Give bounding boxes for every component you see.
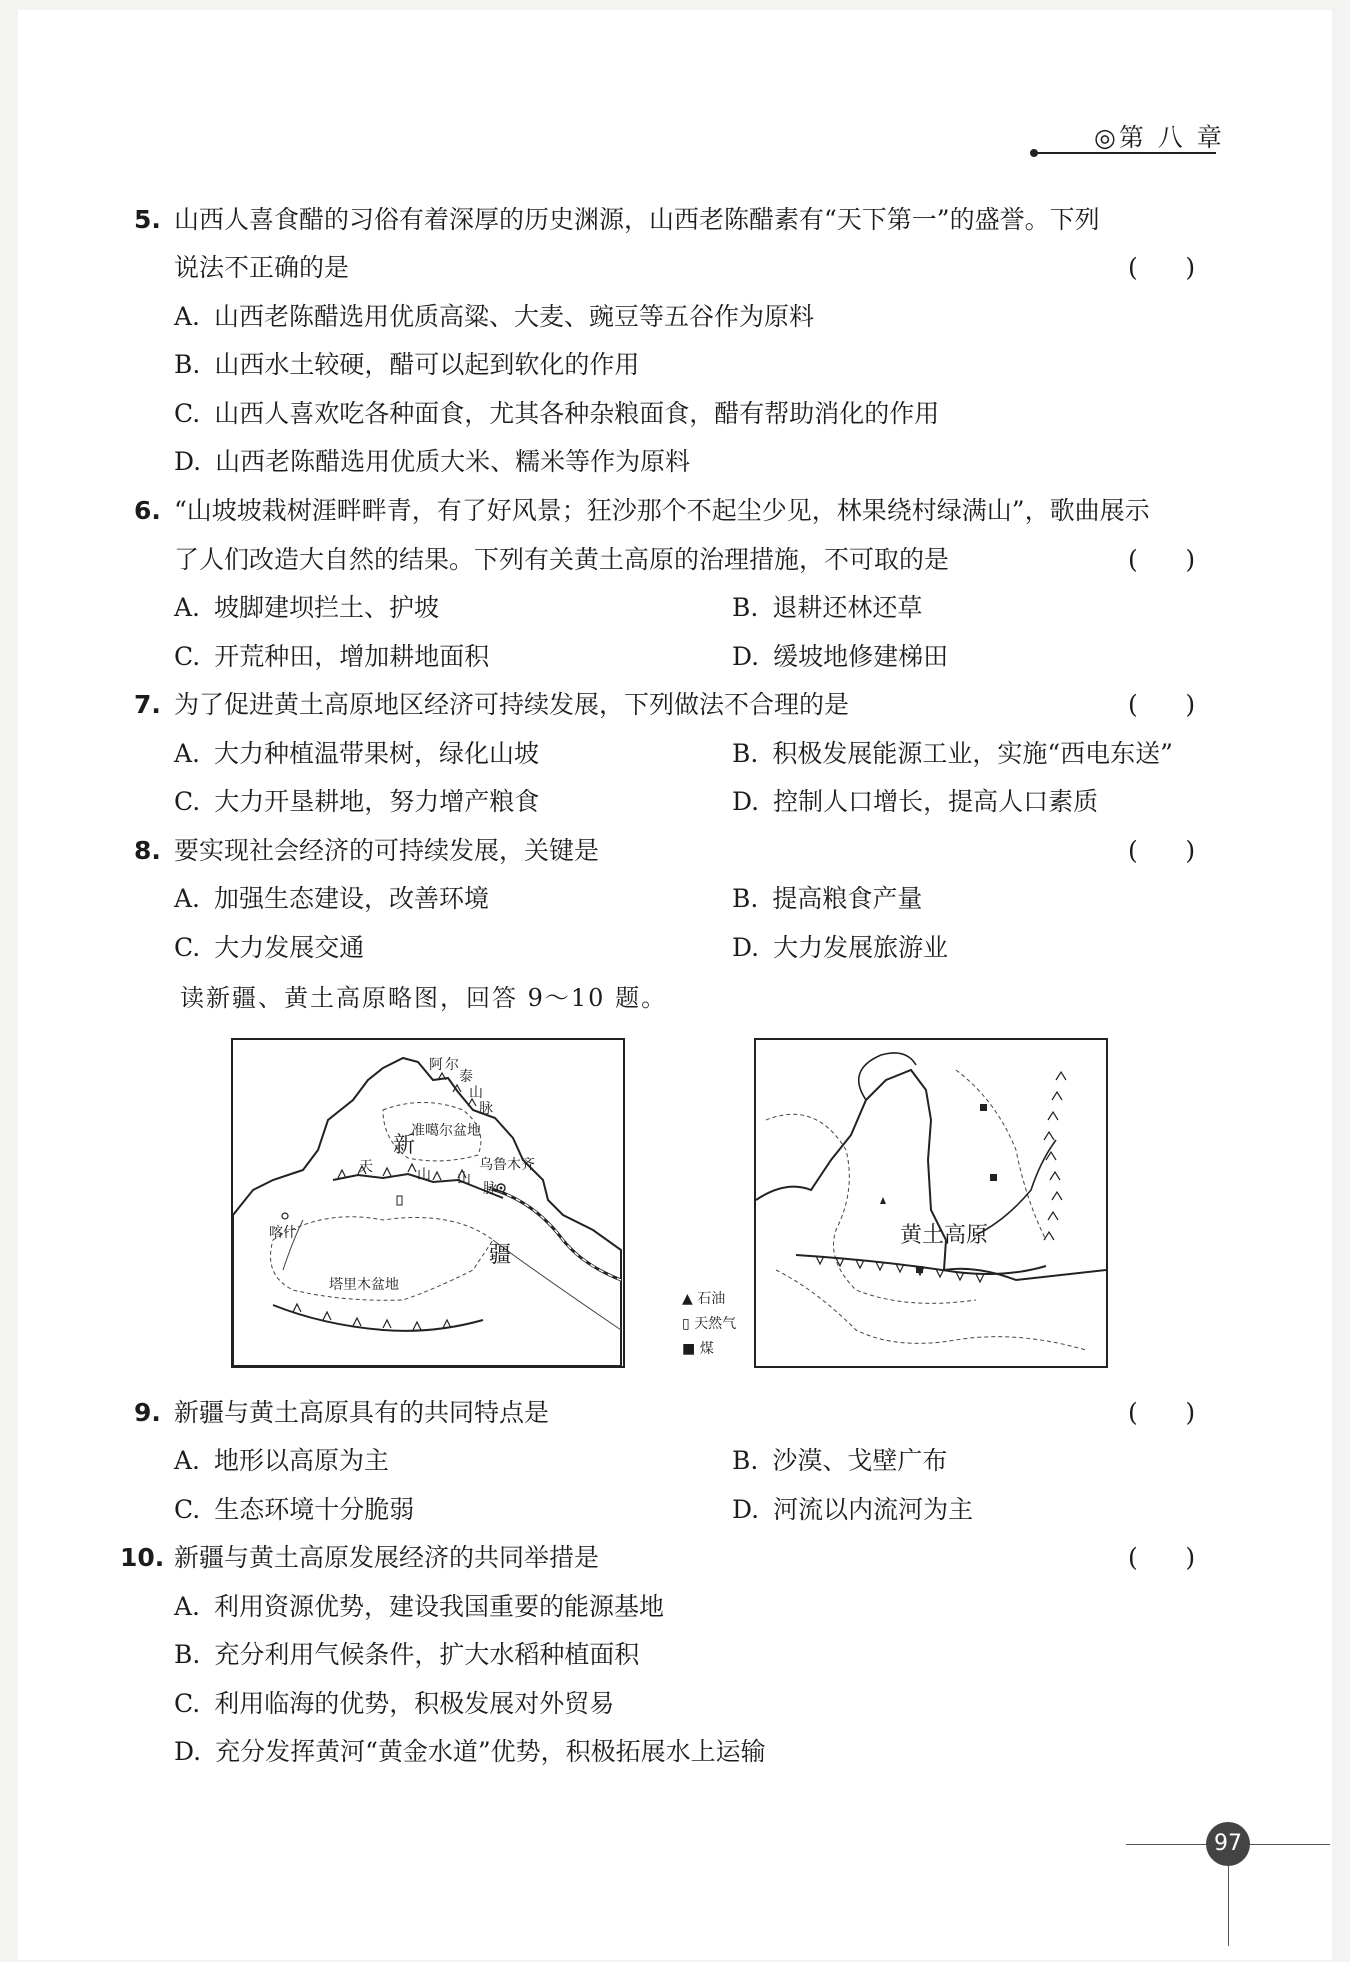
option-key: C. [174,399,201,428]
option-9a[interactable] [174,1446,389,1476]
legend-coal [682,1338,714,1358]
question-9-number: 9. [134,1398,161,1427]
label-tian: 天 [359,1159,373,1175]
option-7c[interactable] [174,787,539,817]
option-text: 大力开垦耕地，努力增产粮食 [214,787,540,816]
label-mai2: 脉 [483,1181,497,1197]
option-text: 充分发挥黄河“黄金水道”优势，积极拓展水上运输 [215,1737,766,1766]
loess-plateau-map [754,1038,1108,1368]
option-key: D. [732,933,760,962]
question-6-line-1: “山坡坡栽树涯畔畔青，有了好风景；狂沙那个不起尘少见，林果绕村绿满山”，歌曲展示 [174,496,1150,525]
question-6-line-2: 了人们改造大自然的结果。下列有关黄土高原的治理措施，不可取的是 [174,545,950,574]
option-key: D. [732,642,760,671]
question-5-line-2: 说法不正确的是 [174,253,350,282]
label-er: 尔 [445,1057,459,1073]
option-5b[interactable] [174,350,639,380]
label-shan2: 山 [417,1167,431,1183]
question-6-number: 6. [134,496,161,525]
option-text: 开荒种田，增加耕地面积 [214,642,490,671]
option-8b[interactable] [732,884,922,914]
label-kashi: 喀什 [269,1225,297,1241]
label-shan1: 山 [469,1085,483,1101]
option-key: A. [174,302,201,331]
option-key: D. [732,1495,760,1524]
option-text: 沙漠、戈壁广布 [772,1446,948,1475]
option-8d[interactable] [732,933,948,963]
option-key: D. [732,787,760,816]
option-key: B. [732,884,759,913]
coal-icon: ■ [682,1341,696,1357]
option-8a[interactable] [174,884,489,914]
option-text: 利用资源优势，建设我国重要的能源基地 [214,1592,665,1621]
option-text: 河流以内流河为主 [773,1495,974,1524]
option-text: 山西老陈醋选用优质大米、糯米等作为原料 [215,447,691,476]
legend-gas [682,1313,736,1333]
option-9c[interactable] [174,1495,414,1525]
question-5-line-1: 山西人喜食醋的习俗有着深厚的历史渊源，山西老陈醋素有“天下第一”的盛誉。下列 [174,205,1100,234]
option-7d[interactable] [732,787,1098,817]
xinjiang-map-drawing [233,1040,623,1366]
option-text: 加强生态建设，改善环境 [214,884,490,913]
chapter-heading: ◎第 八 章 [1094,123,1225,152]
question-10-number: 10. [120,1543,165,1572]
option-text: 退耕还林还草 [772,593,923,622]
answer-paren[interactable]: ( ) [1128,1543,1196,1572]
legend-gas-label: 天然气 [694,1316,737,1332]
question-7-line-1: 为了促进黄土高原地区经济可持续发展，下列做法不合理的是 [174,690,850,719]
label-mai1: 脉 [479,1101,493,1117]
option-key: B. [732,1446,759,1475]
option-key: C. [174,1689,201,1718]
label-tai: 泰 [459,1069,473,1085]
answer-paren[interactable]: ( ) [1128,836,1196,865]
option-text: 大力种植温带果树，绿化山坡 [214,739,540,768]
option-5a[interactable] [174,302,814,332]
option-key: C. [174,1495,201,1524]
option-key: C. [174,787,201,816]
option-key: B. [174,350,201,379]
gas-icon: ▯ [682,1316,690,1332]
option-5d[interactable] [174,447,690,477]
option-9b[interactable] [732,1446,947,1476]
option-key: A. [174,1446,201,1475]
option-key: A. [174,593,201,622]
question-8-number: 8. [134,836,161,865]
option-key: C. [174,933,201,962]
option-10a[interactable] [174,1592,664,1622]
option-10b[interactable] [174,1640,639,1670]
label-jiang: 疆 [489,1243,512,1268]
option-text: 缓坡地修建梯田 [773,642,949,671]
label-urumqi: 乌鲁木齐 [479,1157,535,1173]
option-7a[interactable] [174,739,539,769]
question-9-line-1: 新疆与黄土高原具有的共同特点是 [174,1398,550,1427]
legend-oil [682,1288,725,1308]
option-text: 山西水土较硬，醋可以起到软化的作用 [214,350,640,379]
option-text: 坡脚建坝拦土、护坡 [214,593,440,622]
option-key: B. [174,1640,201,1669]
option-6b[interactable] [732,593,922,623]
option-text: 积极发展能源工业，实施“西电东送” [772,739,1173,768]
option-10d[interactable] [174,1737,766,1767]
option-6d[interactable] [732,642,948,672]
xinjiang-map [231,1038,625,1368]
option-key: C. [174,642,201,671]
option-6a[interactable] [174,593,439,623]
option-text: 利用临海的优势，积极发展对外贸易 [214,1689,615,1718]
option-text: 山西老陈醋选用优质高粱、大麦、豌豆等五谷作为原料 [214,302,815,331]
option-key: B. [732,739,759,768]
option-text: 地形以高原为主 [214,1446,390,1475]
label-tarim: 塔里木盆地 [329,1277,399,1293]
option-key: A. [174,739,201,768]
loess-map-drawing [756,1040,1106,1366]
answer-paren[interactable]: ( ) [1128,545,1196,574]
label-zhunger: 准噶尔盆地 [411,1123,481,1139]
option-text: 控制人口增长，提高人口素质 [773,787,1099,816]
option-5c[interactable] [174,399,939,429]
answer-paren[interactable]: ( ) [1128,253,1196,282]
question-7-number: 7. [134,690,161,719]
option-text: 提高粮食产量 [772,884,923,913]
option-text: 大力发展交通 [214,933,365,962]
option-text: 大力发展旅游业 [773,933,949,962]
header-rule [1036,152,1216,154]
question-8-line-1: 要实现社会经济的可持续发展，关键是 [174,836,600,865]
label-shan3: 山 [457,1171,471,1187]
map-intro: 读新疆、黄土高原略图，回答 9～10 题。 [180,984,668,1012]
option-text: 山西人喜欢吃各种面食，尤其各种杂粮面食，醋有帮助消化的作用 [214,399,940,428]
page-number: 97 [1206,1822,1250,1866]
question-5-number: 5. [134,205,161,234]
answer-paren[interactable]: ( ) [1128,690,1196,719]
legend-coal-label: 煤 [699,1341,714,1357]
label-xin: 新 [393,1133,416,1158]
legend-oil-label: 石油 [697,1291,726,1307]
option-text: 充分利用气候条件，扩大水稻种植面积 [214,1640,640,1669]
option-10c[interactable] [174,1689,614,1719]
question-10-line-1: 新疆与黄土高原发展经济的共同举措是 [174,1543,600,1572]
option-9d[interactable] [732,1495,973,1525]
oil-icon: ▲ [682,1291,693,1307]
page-number-rule-vertical [1228,1866,1229,1946]
option-6c[interactable] [174,642,489,672]
loess-plateau-title: 黄土高原 [900,1223,989,1248]
answer-paren[interactable]: ( ) [1128,1398,1196,1427]
option-8c[interactable] [174,933,364,963]
option-7b[interactable] [732,739,1173,769]
option-key: D. [174,447,202,476]
option-key: D. [174,1737,202,1766]
option-key: A. [174,1592,201,1621]
label-a: 阿 [429,1057,443,1073]
option-key: B. [732,593,759,622]
option-key: A. [174,884,201,913]
option-text: 生态环境十分脆弱 [214,1495,415,1524]
